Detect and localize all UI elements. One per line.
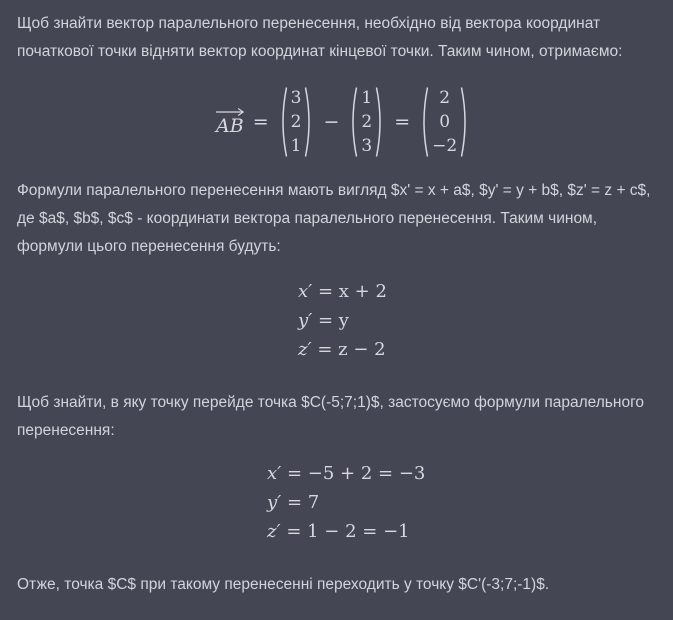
computation-y: y′ = 7 [267,492,320,513]
point-computations [267,459,425,546]
intro-paragraph: Щоб знайти вектор паралельного перенесення, необхідно від вектора координат початкової точки відняти вектор координат кінцевої точки. Таким чином, отримаємо: [17,15,623,60]
matrix-start-point [278,86,315,158]
minus-sign: − [323,111,340,133]
matrix-result [419,86,470,158]
right-paren-icon [375,86,385,158]
matrix-cell: 2 [439,88,451,108]
matrix-cell: 1 [290,136,302,156]
computation-z: z′ = 1 − 2 = −1 [267,521,410,542]
left-paren-icon [419,86,429,158]
matrix-cell: −2 [432,136,458,156]
equals-sign: = [252,111,269,133]
vector-arrow-icon [216,107,244,117]
matrix-cell: 2 [290,112,302,132]
right-paren-icon [460,86,470,158]
matrix-cell: 2 [361,112,373,132]
computation-x: x′ = −5 + 2 = −3 [267,463,426,484]
conclusion-paragraph: Отже, точка $C$ при такому перенесенні переходить у точку $C'(-3;7;-1)$. [17,576,550,593]
equals-sign: = [394,111,411,133]
matrix-end-point [348,86,385,158]
formulas-paragraph: Формули паралельного перенесення мають вигляд $x' = x + a$, $y' = y + b$, $z' = z + c$, де $a$, $b$, $c$ - координати вектора паралельного перенесення. Таким чином, формули цього перенесення будуть: [17,182,651,255]
apply-paragraph: Щоб знайти, в яку точку перейде точка $C(-5;7;1)$, застосуємо формули паралельного перенесення: [17,394,645,439]
left-paren-icon [278,86,288,158]
vector-ab-text: AB [216,115,244,137]
matrix-cell: 1 [361,88,373,108]
formula-x: x′ = x + 2 [298,281,387,302]
vector-ab-label [216,107,244,137]
right-paren-icon [304,86,314,158]
vector-equation [216,84,470,160]
matrix-cell: 3 [290,88,302,108]
matrix-cell: 3 [361,136,373,156]
formula-z: z′ = z − 2 [298,339,386,360]
left-paren-icon [348,86,358,158]
matrix-cell: 0 [439,112,451,132]
translation-formulas [298,277,387,364]
formula-y: y′ = y [298,310,349,331]
